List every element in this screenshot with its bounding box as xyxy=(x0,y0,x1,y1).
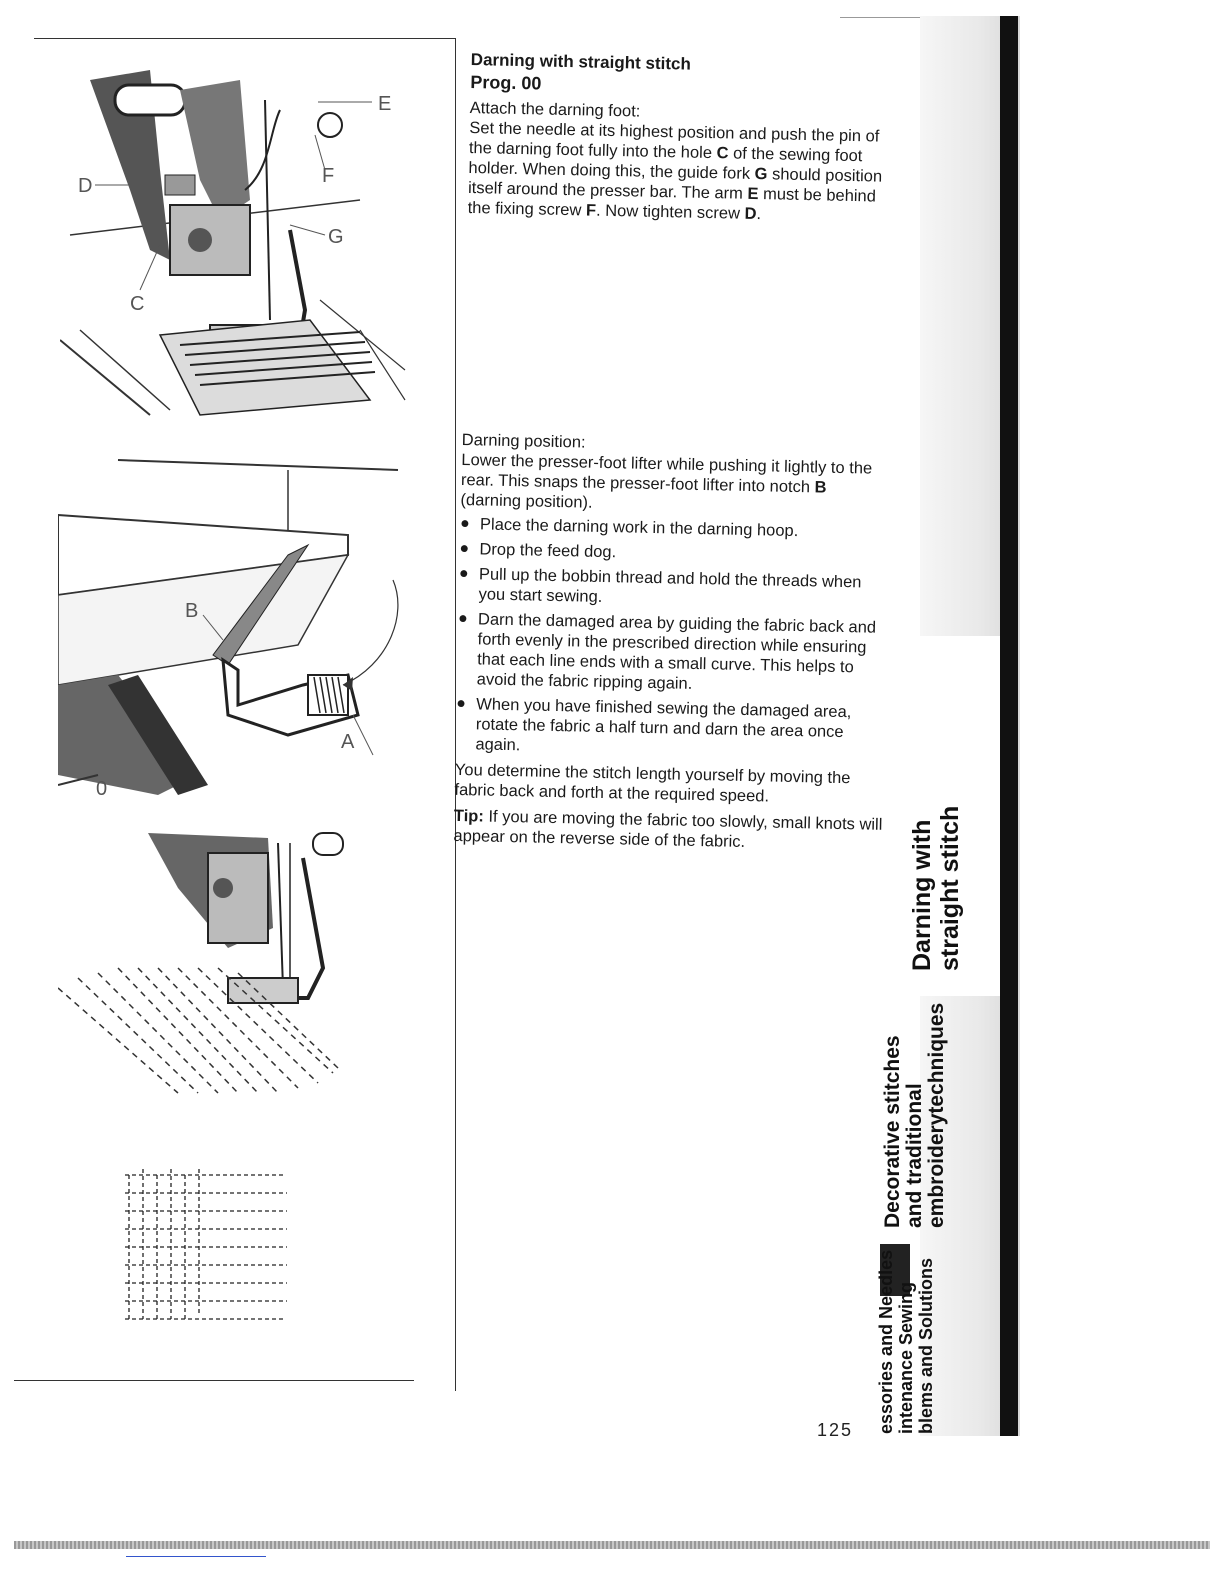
section-heading: Darning with straight stitch xyxy=(470,50,692,74)
tab-decorative-stitches[interactable]: Decorative stitches and traditional embroiderytechniques xyxy=(881,1002,948,1228)
tab-darning-straight-stitch[interactable]: Darning with straight stitch xyxy=(908,805,964,971)
scan-edge-strip xyxy=(14,1541,1210,1549)
list-item: ● When you have finished sewing the damaged area, rotate the fabric a half turn and darn the area once again. xyxy=(456,694,852,755)
chapter-tabs xyxy=(870,16,1026,1436)
tab-accessories-maintenance[interactable]: essories and Needles intenance Sewing blems and Solutions xyxy=(876,1249,936,1434)
callout-f: F xyxy=(322,165,335,187)
list-item: ● Pull up the bobbin thread and hold the threads when you start sewing. xyxy=(458,564,862,606)
darning-position-intro: Lower the presser-foot lifter while pushing it lightly to the rear. This snaps the presser-foot lifter into notch B (darning position). xyxy=(460,450,873,512)
tab-edge-bar xyxy=(1000,16,1018,1436)
list-item: ● Place the darning work in the darning hoop. xyxy=(459,514,799,541)
callout-b: B xyxy=(185,600,199,622)
figure-darning-pattern xyxy=(115,1165,295,1325)
callout-d: D xyxy=(78,175,93,197)
callout-a: A xyxy=(341,731,355,753)
section-darning-position xyxy=(453,430,892,855)
callout-c: C xyxy=(130,293,145,315)
instruction-list xyxy=(455,514,890,763)
list-item: ● Drop the feed dog. xyxy=(459,539,617,562)
bottom-rule xyxy=(14,1380,414,1381)
bullet-icon: ● xyxy=(459,514,470,533)
program-number: Prog. 00 xyxy=(470,71,542,94)
bullet-icon: ● xyxy=(456,694,467,713)
bullet-icon: ● xyxy=(457,609,468,628)
tip-note: Tip: If you are moving the fabric too slowly, small knots will appear on the reverse side of the fabric. xyxy=(453,806,883,852)
stitch-length-note: You determine the stitch length yourself by moving the fabric back and forth at the required speed. xyxy=(454,760,851,806)
figure-darning-foot-attach xyxy=(60,70,410,420)
callout-zero: 0 xyxy=(96,778,108,800)
attach-lead: Attach the darning foot: xyxy=(469,98,641,121)
figure-darning-in-progress xyxy=(58,828,368,1103)
section-attach-darning-foot xyxy=(467,50,890,227)
callout-g: G xyxy=(328,226,344,248)
scan-edge-line xyxy=(126,1556,266,1557)
figure-presser-foot-lifter xyxy=(58,455,408,800)
darning-position-lead: Darning position: xyxy=(461,430,586,452)
bullet-icon: ● xyxy=(458,564,469,583)
list-item: ● Darn the damaged area by guiding the fabric back and forth evenly in the prescribed direction while ensuring that each line ends with a small curve. This helps to avoid the fabric ripping again. xyxy=(457,609,877,693)
page-number: 125 xyxy=(817,1420,854,1440)
attach-instructions: Set the needle at its highest position and push the pin of the darning foot fully into the hole C of the sewing foot holder. When doing this, the guide fork G should position itself around the presser bar. The arm E must be behind the fixing screw F. Now tighten screw D. xyxy=(467,118,883,224)
bullet-icon: ● xyxy=(459,539,470,558)
callout-e: E xyxy=(378,93,392,115)
